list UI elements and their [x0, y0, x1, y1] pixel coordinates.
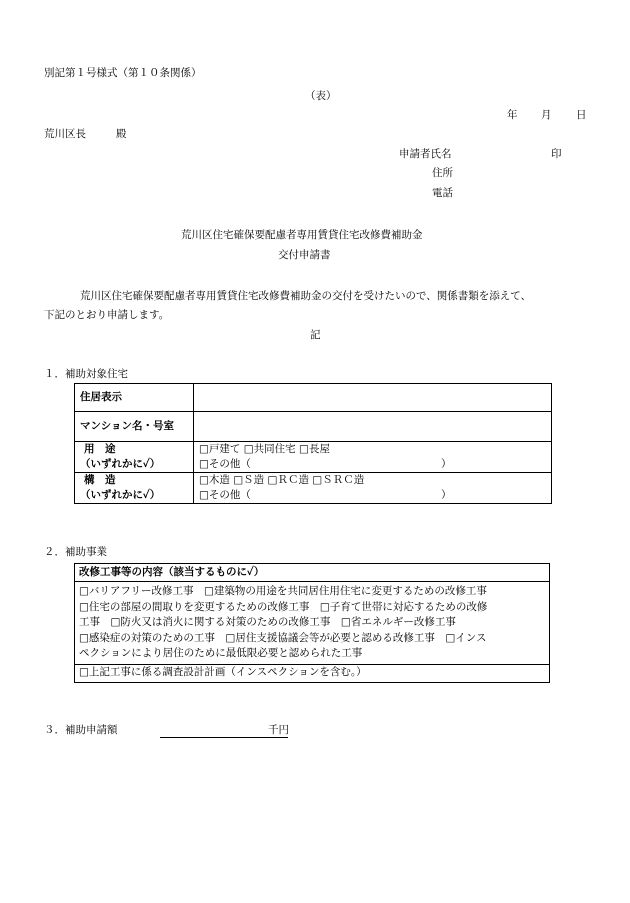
survey-option[interactable]: □上記工事に係る調査設計計画（インスペクションを含む。） — [75, 664, 550, 682]
use-label-main: 用 途 — [84, 443, 116, 455]
seal-mark: 印 — [551, 148, 562, 160]
mansion-field[interactable] — [194, 412, 552, 442]
ki-mark: 記 — [310, 329, 321, 341]
amount-unit: 千円 — [268, 724, 289, 736]
project-line[interactable]: 工事 □防火又は消火に関する対策のための改修工事 □省エネルギー改修工事 — [79, 616, 456, 628]
address-label: 住居表示 — [75, 384, 194, 412]
project-line[interactable]: □感染症の対策のための工事 □居住支援協議会等が必要と認める改修工事 □インス — [79, 631, 487, 644]
applicant-name-label: 申請者氏名 — [399, 148, 452, 160]
document-title: 荒川区住宅確保要配慮者専用賃貸住宅改修費補助金 — [181, 229, 423, 241]
structure-other-close: ） — [441, 489, 452, 501]
project-table-header: 改修工事等の内容（該当するものに✓） — [75, 564, 550, 582]
structure-label-note: （いずれかに✓） — [80, 489, 161, 501]
section3-heading: ３．補助申請額 — [44, 724, 118, 736]
use-option-apartment[interactable]: □共同住宅 — [243, 443, 296, 455]
structure-option-src[interactable]: □ＳＲＣ造 — [312, 474, 365, 486]
section2-heading: ２．補助事業 — [44, 546, 107, 558]
date-day: 日 — [576, 109, 587, 121]
date-year: 年 — [507, 109, 518, 121]
target-housing-table — [74, 383, 552, 504]
applicant-phone-label: 電話 — [432, 187, 453, 199]
use-option-detached[interactable]: □戸建て — [199, 443, 241, 455]
use-label-note: （いずれかに✓） — [80, 458, 161, 470]
address-field[interactable] — [194, 384, 552, 412]
structure-label-main: 構 造 — [84, 474, 116, 486]
use-label — [75, 442, 194, 473]
structure-option-steel[interactable]: □Ｓ造 — [233, 474, 265, 486]
project-content-cell[interactable] — [75, 582, 550, 665]
structure-label — [75, 473, 194, 504]
use-option-other[interactable]: □その他（ — [199, 458, 251, 470]
form-side: （表） — [305, 90, 337, 102]
structure-option-rc[interactable]: □ＲＣ造 — [267, 474, 309, 486]
use-option-rowhouse[interactable]: □長屋 — [299, 443, 330, 455]
intro-line-1: 荒川区住宅確保要配慮者専用賃貸住宅改修費補助金の交付を受けたいので、関係書類を添えて、 — [80, 290, 532, 302]
addressee: 荒川区長 — [44, 128, 86, 140]
form-id: 別記第１号様式（第１０条関係） — [44, 67, 202, 79]
section1-heading: １．補助対象住宅 — [44, 368, 128, 380]
date-month: 月 — [541, 109, 552, 121]
applicant-address-label: 住所 — [432, 167, 453, 179]
structure-options[interactable] — [194, 473, 552, 504]
project-line[interactable]: □住宅の部屋の間取りを変更するための改修工事 □子育て世帯に対応するための改修 — [79, 600, 488, 613]
honorific: 殿 — [116, 128, 127, 140]
project-line[interactable]: ペクションにより居住のために最低限必要と認められた工事 — [79, 647, 363, 659]
project-line[interactable]: □バリアフリー改修工事 □建築物の用途を共同居住用住宅に変更するための改修工事 — [79, 585, 487, 597]
document-subtitle: 交付申請書 — [278, 249, 331, 261]
intro-line-2: 下記のとおり申請します。 — [44, 309, 170, 321]
use-options[interactable] — [194, 442, 552, 473]
structure-option-wood[interactable]: □木造 — [199, 474, 230, 486]
mansion-label: マンション名・号室 — [75, 412, 194, 442]
structure-option-other[interactable]: □その他（ — [199, 489, 251, 501]
amount-field-line[interactable] — [160, 737, 288, 738]
use-other-close: ） — [441, 458, 452, 470]
subsidy-project-table — [74, 563, 550, 683]
